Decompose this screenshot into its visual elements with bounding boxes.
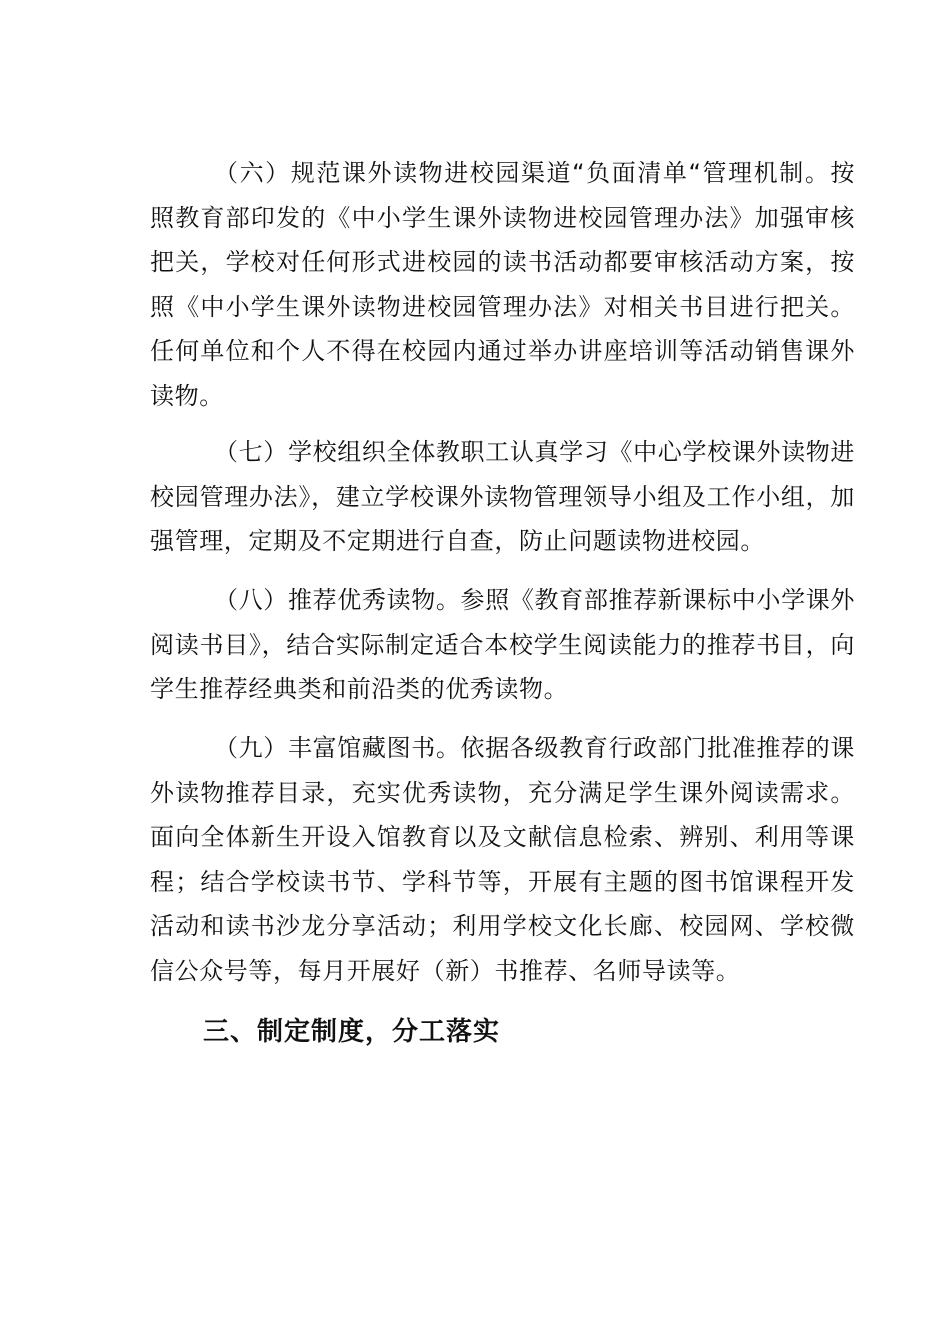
- paragraph-seven: （七）学校组织全体教职工认真学习《中心学校课外读物进校园管理办法》，建立学校课外读物管理领导小组及工作小组，加强管理，定期及不定期进行自查，防止问题读物进校园。: [150, 438, 855, 555]
- paragraph-nine: （九）丰富馆藏图书。依据各级教育行政部门批准推荐的课外读物推荐目录，充实优秀读物，充分满足学生课外阅读需求。面向全体新生开设入馆教育以及文献信息检索、辨别、利用等课程；结合学校读书节、学科节等，开展有主题的图书馆课程开发活动和读书沙龙分享活动；利用学校文化长廊、校园网、学校微信公众号等，每月开展好（新）书推荐、名师导读等。: [150, 734, 855, 985]
- paragraph-six: （六）规范课外读物进校园渠道“负面清单“管理机制。按照教育部印发的《中小学生课外读物进校园管理办法》加强审核把关，学校对任何形式进校园的读书活动都要审核活动方案，按照《中小学生课外读物进校园管理办法》对相关书目进行把关。任何单位和个人不得在校园内通过举办讲座培训等活动销售课外读物。: [150, 159, 855, 410]
- paragraph-eight: （八）推荐优秀读物。参照《教育部推荐新课标中小学课外阅读书目》，结合实际制定适合本校学生阅读能力的推荐书目，向学生推荐经典类和前沿类的优秀读物。: [150, 586, 855, 703]
- section-heading: 三、制定制度，分工落实: [203, 1017, 501, 1047]
